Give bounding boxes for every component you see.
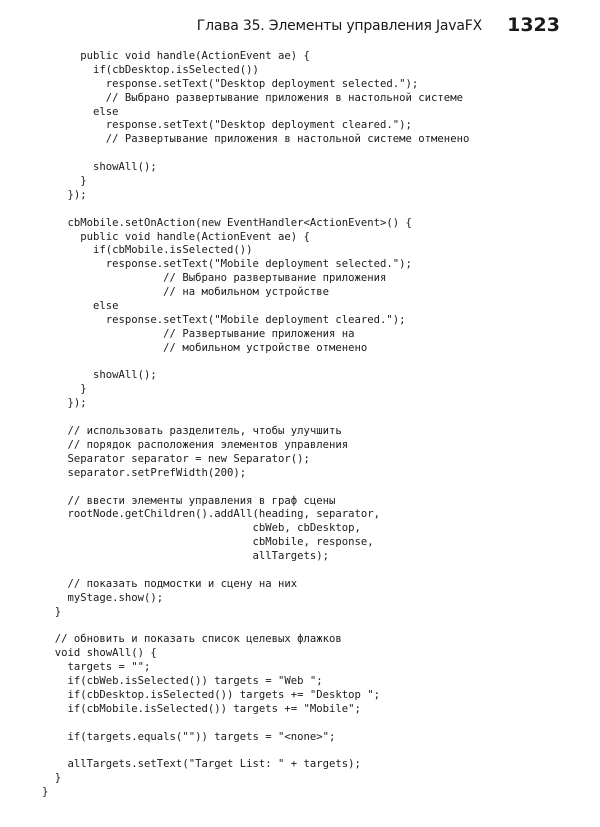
code-line: cbMobile.setOnAction(new EventHandler<ActionEvent>() { — [42, 216, 412, 229]
code-line: else — [42, 105, 119, 118]
code-line: // ввести элементы управления в граф сцены — [42, 494, 336, 507]
code-line — [42, 147, 582, 161]
code-line: } — [42, 772, 62, 785]
code-line: myStage.show(); — [42, 591, 164, 604]
code-line: } — [42, 383, 87, 396]
code-line: // на мобильном устройстве — [42, 286, 330, 299]
page-number: 1323 — [507, 14, 560, 36]
code-line — [42, 481, 582, 495]
code-line — [42, 717, 582, 731]
code-line: }); — [42, 397, 87, 410]
code-line: // Развертывание приложения в настольной системе отменено — [42, 133, 470, 146]
code-line: response.setText("Mobile deployment cleared."); — [42, 313, 406, 326]
code-line: // Развертывание приложения на — [42, 327, 355, 340]
code-line: } — [42, 175, 87, 188]
code-line: }); — [42, 188, 87, 201]
code-line: public void handle(ActionEvent ae) { — [42, 230, 310, 243]
code-line — [42, 620, 582, 634]
code-line: // использовать разделитель, чтобы улучшить — [42, 425, 342, 438]
code-line: Separator separator = new Separator(); — [42, 452, 310, 465]
code-line: response.setText("Desktop deployment selected."); — [42, 77, 419, 90]
code-line: void showAll() { — [42, 647, 157, 660]
code-line — [42, 564, 582, 578]
code-line: cbMobile, response, — [42, 536, 374, 549]
code-line: response.setText("Desktop deployment cleared."); — [42, 119, 412, 132]
code-line — [42, 356, 582, 370]
code-line — [42, 203, 582, 217]
code-line: if(cbDesktop.isSelected()) — [42, 63, 259, 76]
code-line: if(targets.equals("")) targets = "<none>"; — [42, 730, 336, 743]
code-line: separator.setPrefWidth(200); — [42, 466, 247, 479]
code-line: // Выбрано развертывание приложения — [42, 272, 387, 285]
code-line: targets = ""; — [42, 661, 151, 674]
code-line: showAll(); — [42, 161, 157, 174]
code-line — [42, 745, 582, 759]
code-line: rootNode.getChildren().addAll(heading, separator, — [42, 508, 381, 521]
chapter-title: Глава 35. Элементы управления JavaFX — [196, 18, 482, 34]
code-line — [42, 411, 582, 425]
code-line: cbWeb, cbDesktop, — [42, 522, 361, 535]
code-line: showAll(); — [42, 369, 157, 382]
code-line: allTargets.setText("Target List: " + targets); — [42, 758, 361, 771]
code-line: if(cbDesktop.isSelected()) targets += "Desktop "; — [42, 688, 381, 701]
code-line: public void handle(ActionEvent ae) { — [42, 50, 310, 62]
code-line: // мобильном устройстве отменено — [42, 341, 368, 354]
code-line: if(cbWeb.isSelected()) targets = "Web "; — [42, 675, 323, 688]
code-line: // Выбрано развертывание приложения в настольной системе — [42, 91, 463, 104]
code-line: if(cbMobile.isSelected()) targets += "Mobile"; — [42, 702, 361, 715]
code-line: } — [42, 786, 49, 799]
code-line: if(cbMobile.isSelected()) — [42, 244, 253, 257]
code-line: allTargets); — [42, 550, 330, 563]
code-listing — [42, 50, 582, 800]
code-line: response.setText("Mobile deployment selected."); — [42, 258, 412, 271]
code-line: } — [42, 605, 62, 618]
code-line: // обновить и показать список целевых флажков — [42, 633, 342, 646]
code-line: // показать подмостки и сцену на них — [42, 577, 298, 590]
page-header — [0, 14, 560, 40]
code-line: // порядок расположения элементов управления — [42, 438, 349, 451]
code-line: else — [42, 300, 119, 313]
